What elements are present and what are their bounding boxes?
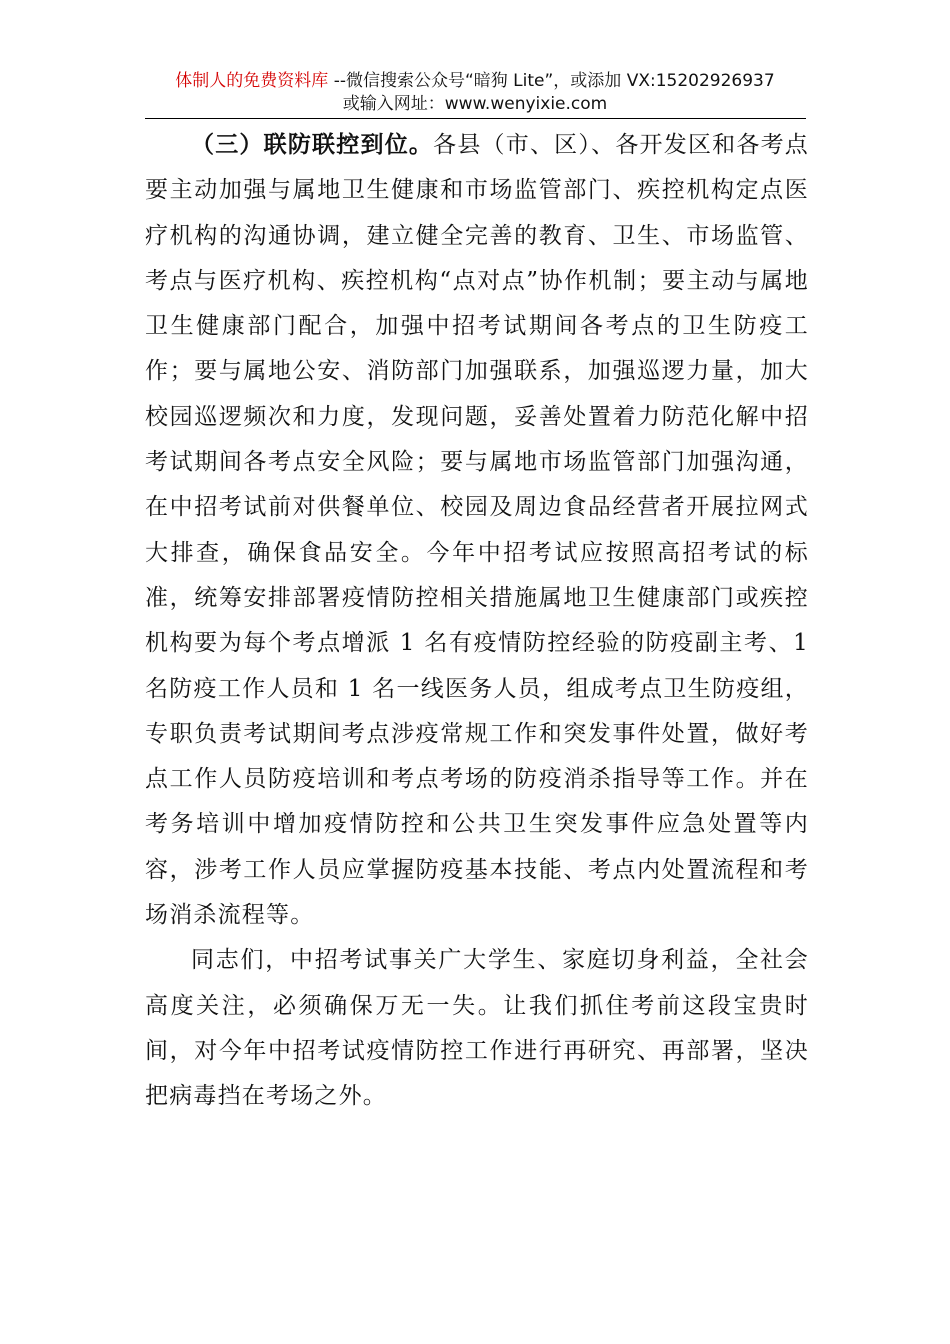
section-heading: （三）联防联控到位。	[191, 132, 434, 158]
header-brand: 体制人的免费资料库	[175, 71, 329, 91]
paragraph-joint-prevention	[145, 123, 809, 938]
header-wechat-info: --微信搜索公众号“暗狗 Lite”，或添加 VX:15202926937	[328, 71, 775, 91]
paragraph-closing: 同志们，中招考试事关广大学生、家庭切身利益，全社会高度关注，必须确保万无一失。让我们抓住考前这段宝贵时间，对今年中招考试疫情防控工作进行再研究、再部署，坚决把病毒挡在考场之外。	[145, 947, 809, 1110]
document-body	[145, 123, 809, 1120]
header-divider	[145, 118, 806, 119]
paragraph-text: 各县（市、区）、各开发区和各考点要主动加强与属地卫生健康和市场监管部门、疾控机构定点医疗机构的沟通协调，建立健全完善的教育、卫生、市场监管、考点与医疗机构、疾控机构“点对点”协作机制；要主动与属地卫生健康部门配合，加强中招考试期间各考点的卫生防疫工作；要与属地公安、消防部门加强联系，加强巡逻力量，加大校园巡逻频次和力度，发现问题，妥善处置着力防范化解中招考试期间各考点安全风险；要与属地市场监管部门加强沟通，在中招考试前对供餐单位、校园及周边食品经营者开展拉网式大排查，确保食品安全。今年中招考试应按照高招考试的标准，统筹安排部署疫情防控相关措施属地卫生健康部门或疾控机构要为每个考点增派 1 名有疫情防控经验的防疫副主考、1 名防疫工作人员和 1 名一线医务人员，组成考点卫生防疫组，专职负责考试期间考点涉疫常规工作和突发事件处置，做好考点工作人员防疫培训和考点考场的防疫消杀指导等工作。并在考务培训中增加疫情防控和公共卫生突发事件应急处置等内容，涉考工作人员应掌握防疫基本技能、考点内处置流程和考场消杀流程等。	[145, 132, 810, 929]
page-header	[0, 70, 950, 116]
header-line-2: 或输入网址：www.wenyixie.com	[342, 94, 608, 114]
header-line-1	[0, 70, 950, 93]
